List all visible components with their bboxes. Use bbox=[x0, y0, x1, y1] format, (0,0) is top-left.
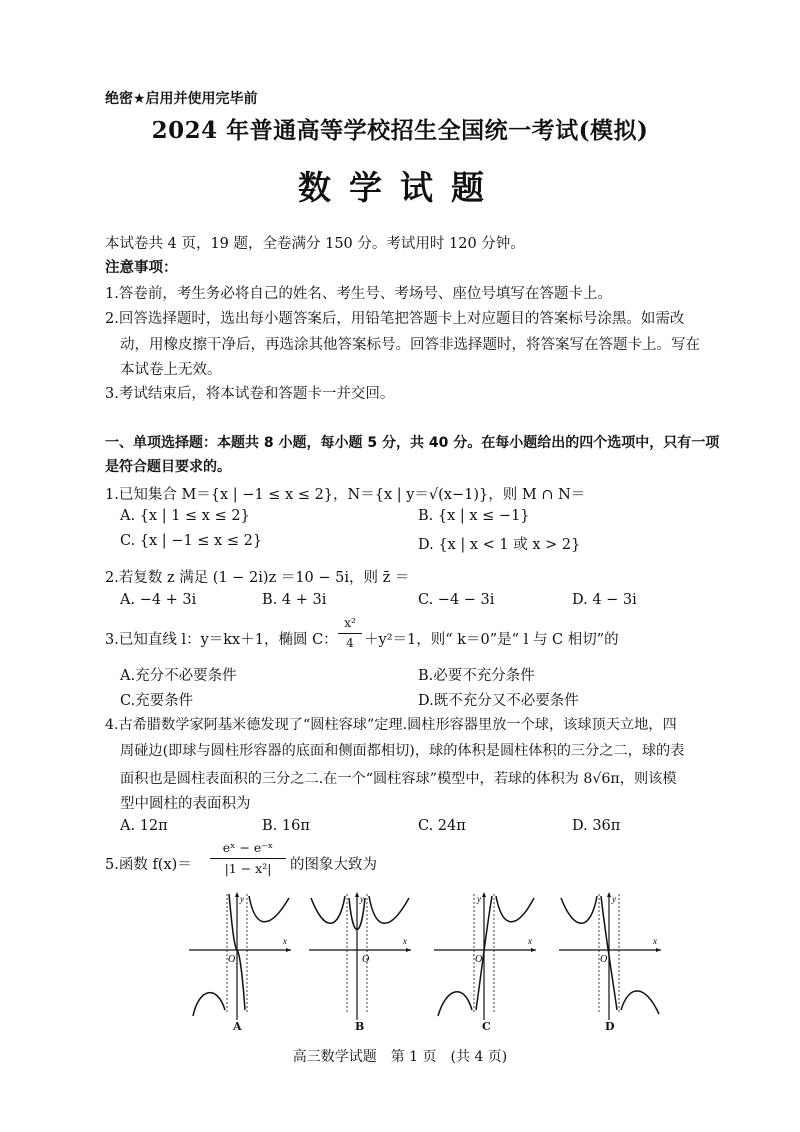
function-denominator: |1 − x²| bbox=[224, 861, 272, 876]
question-3-option-c: C.充要条件 bbox=[120, 693, 194, 709]
question-3-option-b: B.必要不充分条件 bbox=[418, 668, 535, 684]
question-2-stem: 2.若复数 z 满足 (1 − 2i)z ＝10 − 5i，则 z̄ ＝ bbox=[105, 570, 410, 586]
question-3-stem-start: 3.已知直线 l：y＝kx＋1，椭圆 C： bbox=[105, 632, 338, 648]
graph-a-origin: O bbox=[228, 954, 236, 965]
section-heading-cont: 是符合题目要求的。 bbox=[105, 459, 231, 475]
question-5-stem-end: 的图象大致为 bbox=[290, 857, 377, 873]
note-2-cont: 动，用橡皮擦干净后，再选涂其他答案标号。回答非选择题时，将答案写在答题卡上。写在 bbox=[120, 337, 700, 353]
graph-option-c bbox=[430, 888, 540, 1028]
question-4-line-2: 周碰边(即球与圆柱形容器的底面和侧面都相切)，球的体积是圆柱体积的三分之二，球的表 bbox=[120, 743, 685, 759]
question-4-line-1: 4.古希腊数学家阿基米德发现了“圆柱容球”定理.圆柱形容器里放一个球，该球顶天立地，四 bbox=[105, 717, 677, 733]
question-4-line-3: 面积也是圆柱表面积的三分之二.在一个“圆柱容球”模型中，若球的体积为 8√6π，则该模 bbox=[120, 771, 677, 787]
graph-a-y-label: y bbox=[240, 894, 244, 904]
notice-title: 注意事项： bbox=[105, 260, 178, 276]
subject-title: 数学试题 bbox=[298, 168, 502, 207]
question-4-option-d: D. 36π bbox=[572, 818, 621, 834]
question-1-option-a: A. {x | 1 ≤ x ≤ 2} bbox=[120, 508, 250, 524]
fraction-bar bbox=[338, 633, 362, 634]
graph-c-x-label: x bbox=[528, 936, 532, 946]
graph-option-d bbox=[555, 888, 665, 1028]
function-numerator: eˣ − e⁻ˣ bbox=[222, 840, 274, 855]
question-4-option-b: B. 16π bbox=[262, 818, 310, 834]
question-2-option-a: A. −4 + 3i bbox=[120, 592, 197, 608]
page-footer: 高三数学试题 第 1 页 (共 4 页) bbox=[292, 1049, 508, 1065]
question-1-option-d: D. {x | x < 1 或 x > 2} bbox=[418, 537, 581, 553]
question-3-stem-end: ＋y²＝1，则“ k＝0”是“ l 与 C 相切”的 bbox=[364, 632, 619, 648]
exam-title: 2024 年普通高等学校招生全国统一考试(模拟) bbox=[151, 117, 649, 144]
exam-summary: 本试卷共 4 页，19 题，全卷满分 150 分。考试用时 120 分钟。 bbox=[105, 236, 525, 252]
ellipse-fraction-numerator: x² bbox=[344, 616, 356, 630]
question-3-option-a: A.充分不必要条件 bbox=[120, 668, 237, 684]
confidential-label: 绝密★启用并使用完毕前 bbox=[105, 91, 258, 107]
note-3: 3.考试结束后，将本试卷和答题卡一并交回。 bbox=[105, 386, 395, 402]
graph-d-origin: O bbox=[600, 954, 608, 965]
graph-b-origin: O bbox=[362, 954, 370, 965]
function-fraction-bar bbox=[210, 858, 286, 859]
question-2-option-b: B. 4 + 3i bbox=[262, 592, 327, 608]
question-4-line-4: 型中圆柱的表面积为 bbox=[120, 796, 251, 812]
graph-b-x-label: x bbox=[403, 936, 407, 946]
graph-option-a bbox=[185, 888, 295, 1028]
note-2-end: 本试卷上无效。 bbox=[120, 362, 222, 378]
question-1-stem: 1.已知集合 M＝{x | −1 ≤ x ≤ 2}，N＝{x | y＝√(x−1)}，则 M ∩ N＝ bbox=[105, 487, 586, 503]
question-5-stem-start: 5.函数 f(x)＝ bbox=[105, 857, 192, 873]
graph-c-y-label: y bbox=[477, 894, 481, 904]
question-4-option-a: A. 12π bbox=[120, 818, 168, 834]
graph-b-y-label: y bbox=[360, 894, 364, 904]
graph-c-origin: O bbox=[475, 954, 483, 965]
note-1: 1.答卷前，考生务必将自己的姓名、考生号、考场号、座位号填写在答题卡上。 bbox=[105, 286, 612, 302]
question-1-option-b: B. {x | x ≤ −1} bbox=[418, 508, 530, 524]
question-4-option-c: C. 24π bbox=[418, 818, 466, 834]
ellipse-fraction-denominator: 4 bbox=[346, 636, 354, 650]
graph-a-label: A bbox=[233, 1020, 242, 1033]
question-2-option-c: C. −4 − 3i bbox=[418, 592, 495, 608]
note-2: 2.回答选择题时，选出每小题答案后，用铅笔把答题卡上对应题目的答案标号涂黑。如需改 bbox=[105, 311, 685, 327]
graph-option-b bbox=[305, 888, 415, 1028]
graph-d-x-label: x bbox=[653, 936, 657, 946]
graph-d-label: D bbox=[605, 1020, 615, 1033]
graph-c-label: C bbox=[482, 1020, 491, 1033]
graph-d-y-label: y bbox=[612, 894, 616, 904]
question-1-option-c: C. {x | −1 ≤ x ≤ 2} bbox=[120, 533, 263, 549]
question-3-option-d: D.既不充分又不必要条件 bbox=[418, 693, 579, 709]
question-2-option-d: D. 4 − 3i bbox=[572, 592, 637, 608]
graph-a-x-label: x bbox=[283, 936, 287, 946]
graph-b-label: B bbox=[355, 1020, 365, 1033]
section-heading: 一、单项选择题：本题共 8 小题，每小题 5 分，共 40 分。在每小题给出的四个选项中，只有一项 bbox=[105, 435, 720, 451]
